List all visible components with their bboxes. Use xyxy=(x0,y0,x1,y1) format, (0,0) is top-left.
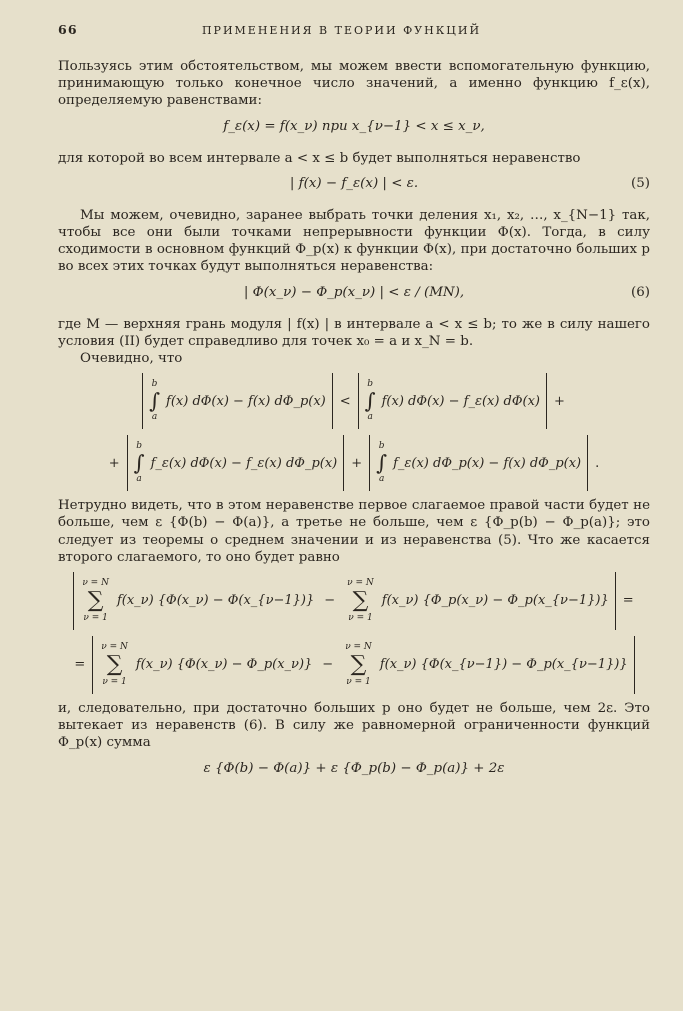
equation-final xyxy=(58,760,650,784)
less-than-sign: < xyxy=(339,393,351,409)
inequality-line-1 xyxy=(58,373,650,429)
integral-sign: b ∫ a xyxy=(149,379,161,423)
sum-abs-2: ν = N ∑ ν = 1 f(x_ν) {Φ(x_ν) − Φ_p(x_ν)} − ν = N ∑ ν = 1 f(x_ν) {Φ(x_{ν−1}) − Φ_p(x_{ν−1})} xyxy=(92,636,634,694)
inequality-term-2-text: f_ε(x) dΦ(x) − f_ε(x) dΦ_p(x) xyxy=(150,455,338,471)
plus-sign: + xyxy=(108,455,120,471)
inequality-line-2 xyxy=(58,435,650,491)
plus-sign: + xyxy=(351,455,363,471)
sum-2-a: f(x_ν) {Φ(x_ν) − Φ_p(x_ν)} xyxy=(135,657,313,673)
sigma-sign: ν = N ∑ ν = 1 xyxy=(347,578,374,624)
sigma-sign: ν = N ∑ ν = 1 xyxy=(101,642,128,688)
equation-definition xyxy=(58,118,650,142)
equation-5-text: | f(x) − f_ε(x) | < ε. xyxy=(289,175,419,191)
running-title: ПРИМЕНЕНИЯ В ТЕОРИИ ФУНКЦИЙ xyxy=(201,24,482,37)
inequality-lhs xyxy=(142,373,333,429)
page-number: 66 xyxy=(58,22,78,37)
equation-6-text: | Φ(x_ν) − Φ_p(x_ν) | < ε / (MN), xyxy=(243,284,465,300)
inequality-lhs-text: f(x) dΦ(x) − f(x) dΦ_p(x) xyxy=(166,393,326,409)
sum-abs-1: ν = N ∑ ν = 1 f(x_ν) {Φ(x_ν) − Φ(x_{ν−1})} − ν = N ∑ ν = 1 f(x_ν) {Φ_p(x_ν) − Φ_p(x_{ν−1})} xyxy=(73,572,615,630)
equation-5 xyxy=(58,175,650,199)
equation-6 xyxy=(58,284,650,308)
main-inequality xyxy=(58,373,650,491)
inequality-term-3-text: f_ε(x) dΦ_p(x) − f(x) dΦ_p(x) xyxy=(393,455,582,471)
sum-line-1 xyxy=(58,572,650,630)
sum-1-b: f(x_ν) {Φ_p(x_ν) − Φ_p(x_{ν−1})} xyxy=(381,593,609,609)
paragraph-7: и, следовательно, при достаточно больших p оно будет не больше, чем 2ε. Это вытекает из неравенств (6). В силу же равномерной ограниченности функций Φ_p(x) сумма xyxy=(58,701,650,751)
equation-definition-text: f_ε(x) = f(x_ν) при x_{ν−1} < x ≤ x_ν, xyxy=(223,118,485,134)
equation-5-number: (5) xyxy=(631,175,650,191)
inequality-term-1-text: f(x) dΦ(x) − f_ε(x) dΦ(x) xyxy=(381,393,541,409)
inequality-term-1 xyxy=(358,373,547,429)
paragraph-3: Мы можем, очевидно, заранее выбрать точки деления x₁, x₂, …, x_{N−1} так, чтобы все они были точками непрерывности функции Φ(x). Тогда, в силу сходимости в основном функций Φ_p(x) к функции Φ(x), при достаточно больших p во всех этих точках будут выполняться неравенства: xyxy=(58,207,650,275)
paragraph-1: Пользуясь этим обстоятельством, мы можем ввести вспомогательную функцию, принимающую только конечное число значений, а именно функцию f_ε(x), определяемую равенствами: xyxy=(58,59,650,109)
page-body xyxy=(58,58,650,792)
integral-sign: b ∫ a xyxy=(133,441,145,485)
paragraph-2: для которой во всем интервале a < x ≤ b будет выполняться неравенство xyxy=(58,150,581,166)
paragraph-4: где M — верхняя грань модуля | f(x) | в интервале a < x ≤ b; то же в силу нашего условия (II) будет справедливо для точек x₀ = a и x_N = b. xyxy=(58,316,650,349)
sum-1-a: f(x_ν) {Φ(x_ν) − Φ(x_{ν−1})} xyxy=(116,593,315,609)
period: . xyxy=(595,455,600,471)
inequality-term-2 xyxy=(127,435,345,491)
inequality-term-3 xyxy=(369,435,588,491)
equals-sign: = xyxy=(74,657,86,673)
sum-line-2 xyxy=(58,636,650,694)
sigma-sign: ν = N ∑ ν = 1 xyxy=(345,642,372,688)
sum-2-b: f(x_ν) {Φ(x_{ν−1}) − Φ_p(x_{ν−1})} xyxy=(379,657,628,673)
sigma-sign: ν = N ∑ ν = 1 xyxy=(82,578,109,624)
paragraph-6: Нетрудно видеть, что в этом неравенстве первое слагаемое правой части будет не больше, чем ε {Φ(b) − Φ(a)}, а третье не больше, чем ε {Φ_p(b) − Φ_p(a)}; это следует из теоремы о среднем значении и из неравенства (5). Что же касается второго слагаемого, то оно будет равно xyxy=(58,498,650,565)
plus-sign: + xyxy=(554,393,565,409)
equation-6-number: (6) xyxy=(631,284,650,300)
integral-sign: b ∫ a xyxy=(364,379,376,423)
equation-final-text: ε {Φ(b) − Φ(a)} + ε {Φ_p(b) − Φ_p(a)} + 2ε xyxy=(203,760,505,776)
paragraph-5: Очевидно, что xyxy=(80,351,183,367)
integral-sign: b ∫ a xyxy=(376,441,388,485)
sum-equation xyxy=(58,572,650,694)
page-header xyxy=(58,22,625,42)
equals-sign: = xyxy=(622,593,634,609)
